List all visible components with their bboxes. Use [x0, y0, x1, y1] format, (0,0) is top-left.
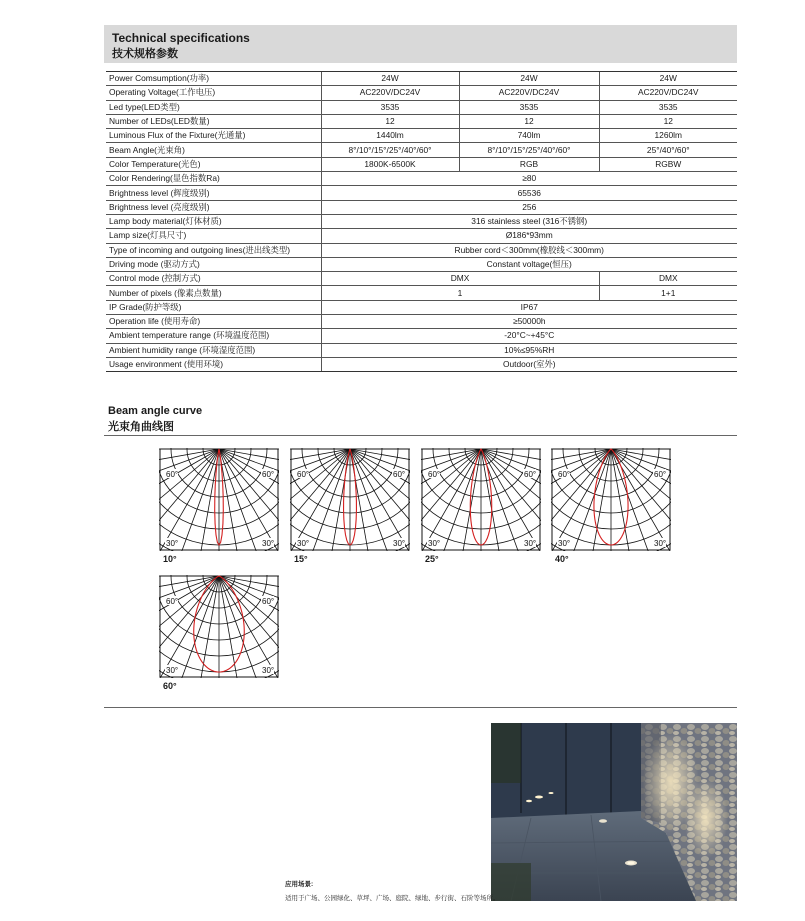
- angle-label-60: 60°: [262, 470, 275, 479]
- angle-label-60: 60°: [297, 470, 310, 479]
- spec-label: Led type(LED类型): [106, 100, 321, 114]
- spec-label: Luminous Flux of the Fixture(光通量): [106, 129, 321, 143]
- spec-header-band: [104, 25, 737, 63]
- spec-label: Brightness level (辉度级别): [106, 186, 321, 200]
- spec-title-en: Technical specifications: [112, 31, 250, 45]
- beam-angle-label: 25°: [425, 554, 439, 564]
- angle-label-60: 60°: [524, 470, 537, 479]
- spec-value: Rubber cord＜300mm(橡胶线＜300mm): [321, 243, 737, 257]
- spec-value: 1800K-6500K: [321, 157, 459, 171]
- spec-value: 12: [321, 114, 459, 128]
- angle-label-30: 30°: [166, 539, 179, 548]
- angle-label-60: 60°: [393, 470, 406, 479]
- spec-value: 8°/10°/15°/25°/40°/60°: [459, 143, 599, 157]
- spec-row: [106, 315, 737, 329]
- spec-value: 25°/40°/60°: [599, 143, 737, 157]
- spec-value: 1440lm: [321, 129, 459, 143]
- beam-diagram: [159, 575, 279, 685]
- spec-value: 12: [599, 114, 737, 128]
- spec-label: Driving mode (驱动方式): [106, 257, 321, 271]
- angle-label-60: 60°: [428, 470, 441, 479]
- spec-label: Color Rendering(显色指数Ra): [106, 172, 321, 186]
- spec-value: 1260lm: [599, 129, 737, 143]
- spec-value: 12: [459, 114, 599, 128]
- spec-row: [106, 86, 737, 100]
- beam-title-en: Beam angle curve: [108, 405, 203, 417]
- spec-label: IP Grade(防护等级): [106, 300, 321, 314]
- spec-label: Number of LEDs(LED数量): [106, 114, 321, 128]
- beam-angle-label: 15°: [294, 554, 308, 564]
- spec-value: AC220V/DC24V: [459, 86, 599, 100]
- spec-value: 65536: [321, 186, 737, 200]
- spec-value: 1: [321, 286, 599, 300]
- spec-label: Ambient humidity range (环境湿度范围): [106, 343, 321, 357]
- spec-value: 316 stainless steel (316不锈钢): [321, 214, 737, 228]
- spec-row: [106, 186, 737, 200]
- spec-row: [106, 72, 737, 86]
- spec-value: RGB: [459, 157, 599, 171]
- angle-label-30: 30°: [297, 539, 310, 548]
- section-divider: [104, 435, 737, 436]
- angle-label-30: 30°: [524, 539, 537, 548]
- spec-row: [106, 329, 737, 343]
- spec-label: Lamp body material(灯体材质): [106, 214, 321, 228]
- spec-row: [106, 286, 737, 300]
- spec-label: Power Comsumption(功率): [106, 72, 321, 86]
- section-divider: [104, 707, 737, 708]
- spec-value: 3535: [599, 100, 737, 114]
- spec-value: IP67: [321, 300, 737, 314]
- spec-value: 24W: [599, 72, 737, 86]
- beam-angle-label: 10°: [163, 554, 177, 564]
- angle-label-60: 60°: [166, 470, 179, 479]
- spec-label: Type of incoming and outgoing lines(进出线类型): [106, 243, 321, 257]
- spec-row: [106, 143, 737, 157]
- spec-row: [106, 200, 737, 214]
- spec-row: [106, 100, 737, 114]
- spec-value: -20°C~+45°C: [321, 329, 737, 343]
- spec-label: Operating Voltage(工作电压): [106, 86, 321, 100]
- spec-value: 740lm: [459, 129, 599, 143]
- spec-label: Operation life (使用寿命): [106, 315, 321, 329]
- spec-row: [106, 357, 737, 371]
- spec-value: RGBW: [599, 157, 737, 171]
- spec-label: Beam Angle(光束角): [106, 143, 321, 157]
- polar-grid: [421, 448, 541, 551]
- spec-label: Control mode (控制方式): [106, 272, 321, 286]
- beam-diagram: [421, 448, 541, 558]
- spec-row: [106, 343, 737, 357]
- beam-angle-label: 40°: [555, 554, 569, 564]
- spec-label: Usage environment (使用环境): [106, 357, 321, 371]
- spec-value: DMX: [599, 272, 737, 286]
- spec-row: [106, 214, 737, 228]
- spec-value: ≥50000h: [321, 315, 737, 329]
- spec-value: Ø186*93mm: [321, 229, 737, 243]
- angle-label-60: 60°: [262, 597, 275, 606]
- angle-label-30: 30°: [654, 539, 667, 548]
- angle-label-60: 60°: [166, 597, 179, 606]
- angle-label-30: 30°: [393, 539, 406, 548]
- spec-row: [106, 114, 737, 128]
- spec-label: Color Temperature(光色): [106, 157, 321, 171]
- spec-value: DMX: [321, 272, 599, 286]
- spec-row: [106, 272, 737, 286]
- angle-label-60: 60°: [654, 470, 667, 479]
- beam-diagram: [159, 448, 279, 558]
- spec-value: Outdoor(室外): [321, 357, 737, 371]
- polar-grid: [159, 575, 279, 678]
- spec-value: Constant voltage(恒压): [321, 257, 737, 271]
- angle-label-30: 30°: [558, 539, 571, 548]
- beam-diagram: [551, 448, 671, 558]
- spec-label: Number of pixels (像素点数量): [106, 286, 321, 300]
- beam-angle-label: 60°: [163, 681, 177, 691]
- spec-value: 3535: [459, 100, 599, 114]
- application-photo: [491, 723, 737, 901]
- spec-value: 3535: [321, 100, 459, 114]
- polar-grid: [159, 448, 279, 551]
- spec-value: ≥80: [321, 172, 737, 186]
- polar-grid: [551, 448, 671, 551]
- angle-label-30: 30°: [262, 539, 275, 548]
- spec-row: [106, 129, 737, 143]
- spec-row: [106, 172, 737, 186]
- spec-label: Ambient temperature range (环境温度范围): [106, 329, 321, 343]
- spec-value: 8°/10°/15°/25°/40°/60°: [321, 143, 459, 157]
- application-text: 适用于广场、公园绿化、草坪、广场、庭院、绿地、步行街、石阶等场所。: [285, 895, 500, 902]
- spec-value: 256: [321, 200, 737, 214]
- beam-diagram: [290, 448, 410, 558]
- spec-label: Brightness level (亮度级别): [106, 200, 321, 214]
- spec-label: Lamp size(灯具尺寸): [106, 229, 321, 243]
- spec-title-cn: 技术规格参数: [112, 48, 178, 60]
- angle-label-60: 60°: [558, 470, 571, 479]
- spec-row: [106, 300, 737, 314]
- angle-label-30: 30°: [428, 539, 441, 548]
- beam-title-cn: 光束角曲线图: [108, 421, 174, 433]
- spec-value: 24W: [459, 72, 599, 86]
- spec-row: [106, 257, 737, 271]
- spec-row: [106, 229, 737, 243]
- spec-value: 10%≤95%RH: [321, 343, 737, 357]
- spec-table: [106, 71, 737, 372]
- spec-value: 1+1: [599, 286, 737, 300]
- angle-label-30: 30°: [262, 666, 275, 675]
- application-title: 应用场景:: [285, 881, 314, 888]
- spec-row: [106, 157, 737, 171]
- spec-value: 24W: [321, 72, 459, 86]
- spec-row: [106, 243, 737, 257]
- angle-label-30: 30°: [166, 666, 179, 675]
- spec-value: AC220V/DC24V: [599, 86, 737, 100]
- spec-value: AC220V/DC24V: [321, 86, 459, 100]
- polar-grid: [290, 448, 410, 551]
